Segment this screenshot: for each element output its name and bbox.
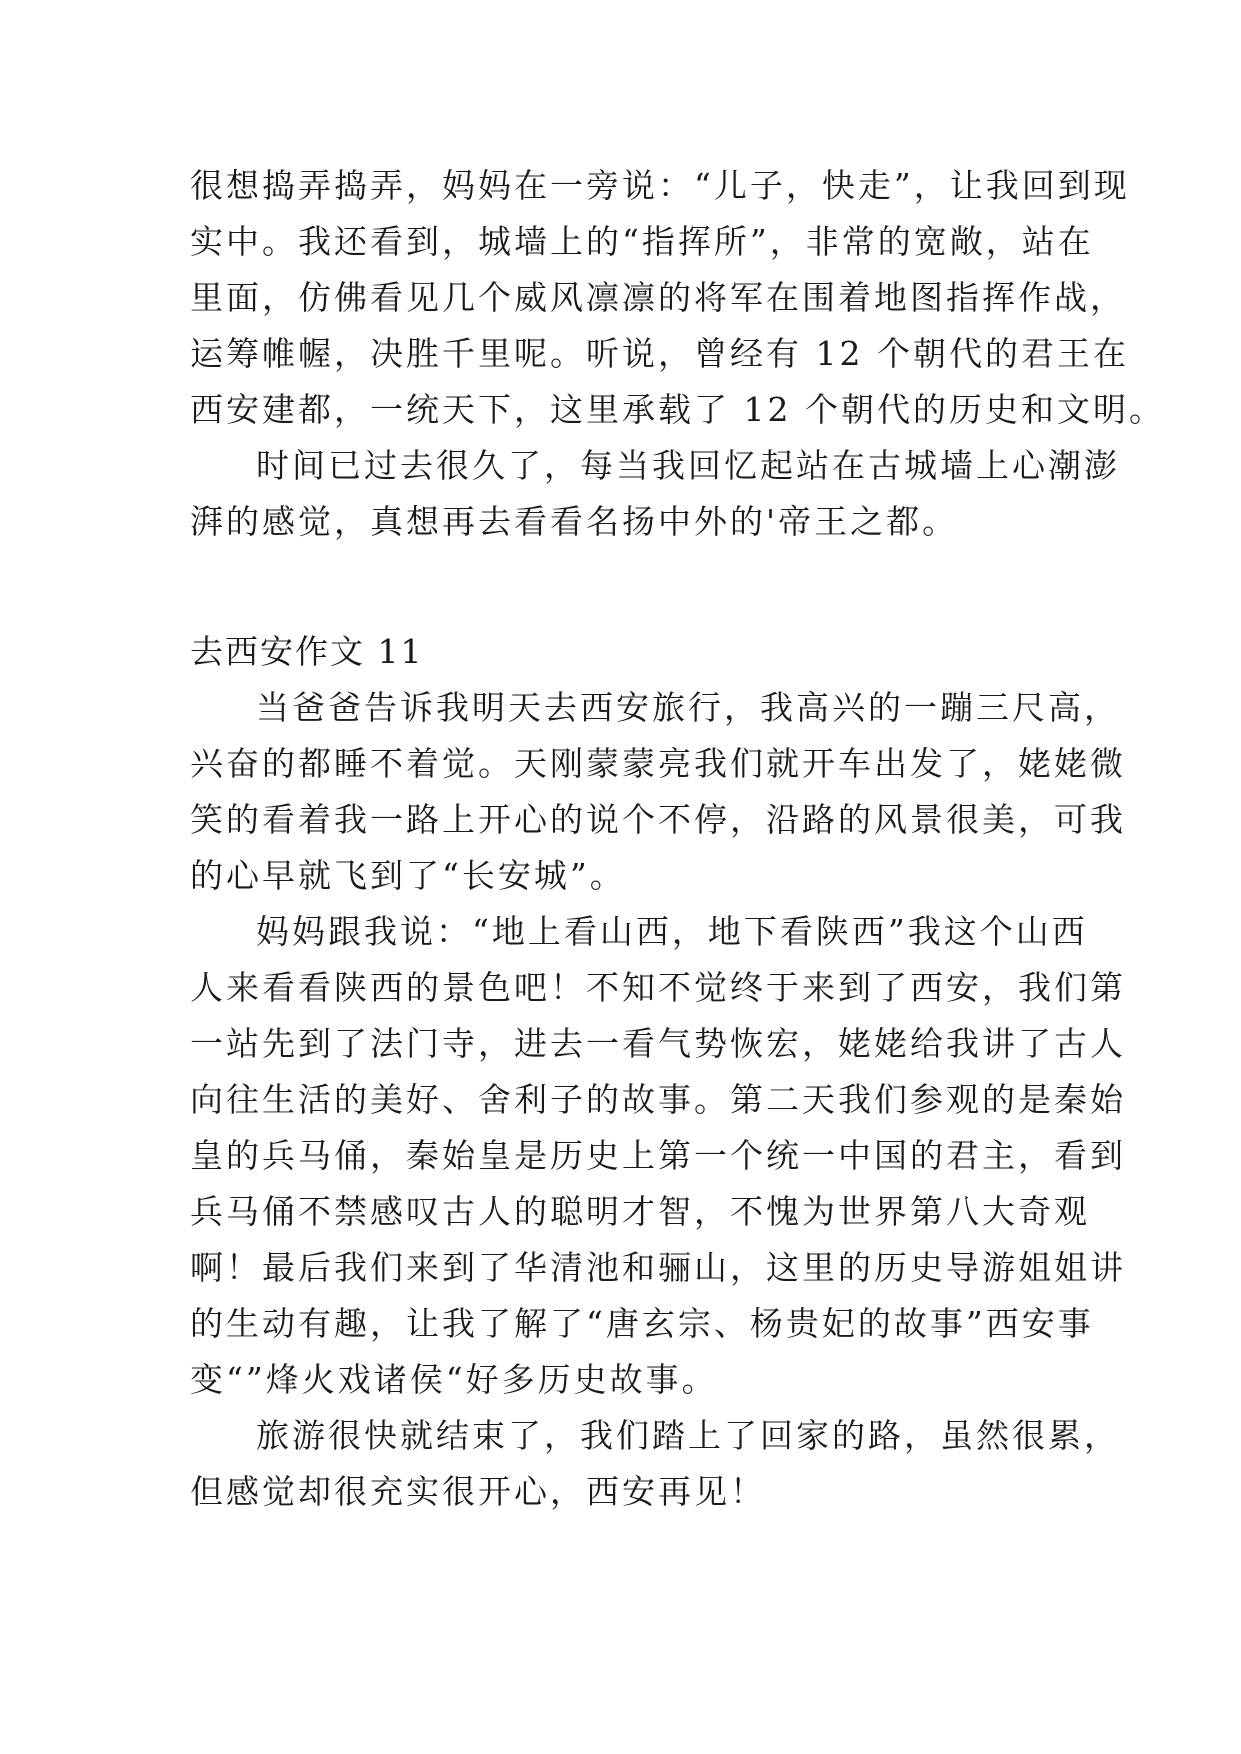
- paragraph-line: 啊！最后我们来到了华清池和骊山，这里的历史导游姐姐讲: [190, 1248, 1126, 1287]
- paragraph-line: 运筹帷幄，决胜千里呢。听说，曾经有 12 个朝代的君王在: [190, 334, 1129, 373]
- paragraph-line: 旅游很快就结束了，我们踏上了回家的路，虽然很累，: [256, 1416, 1120, 1455]
- paragraph-line: 里面，仿佛看见几个威风凛凛的将军在围着地图指挥作战，: [190, 278, 1126, 317]
- paragraph-line: 实中。我还看到，城墙上的“指挥所”，非常的宽敞，站在: [190, 222, 1094, 261]
- paragraph-line: 兴奋的都睡不着觉。天刚蒙蒙亮我们就开车出发了，姥姥微: [190, 744, 1126, 783]
- paragraph-line: 时间已过去很久了，每当我回忆起站在古城墙上心潮澎: [256, 446, 1120, 485]
- paragraph-line: 但感觉却很充实很开心，西安再见！: [190, 1472, 766, 1511]
- paragraph-line: 笑的看着我一路上开心的说个不停，沿路的风景很美，可我: [190, 800, 1126, 839]
- paragraph-line: 变“”烽火戏诸侯“好多历史故事。: [190, 1360, 718, 1399]
- paragraph-line: 皇的兵马俑，秦始皇是历史上第一个统一中国的君主，看到: [190, 1136, 1126, 1175]
- paragraph-line: 当爸爸告诉我明天去西安旅行，我高兴的一蹦三尺高，: [256, 688, 1120, 727]
- paragraph-line: 妈妈跟我说：“地上看山西，地下看陕西”我这个山西: [256, 912, 1088, 951]
- paragraph-line: 兵马俑不禁感叹古人的聪明才智，不愧为世界第八大奇观: [190, 1192, 1090, 1231]
- essay-heading: 去西安作文 11: [190, 632, 424, 671]
- paragraph-line: 西安建都，一统天下，这里承载了 12 个朝代的历史和文明。: [190, 390, 1165, 429]
- section-b-text: [190, 624, 1126, 1520]
- paragraph-line: 湃的感觉，真想再去看看名扬中外的'帝王之都。: [190, 502, 959, 541]
- paragraph-line: 一站先到了法门寺，进去一看气势恢宏，姥姥给我讲了古人: [190, 1024, 1126, 1063]
- paragraph-line: 向往生活的美好、舍利子的故事。第二天我们参观的是秦始: [190, 1080, 1126, 1119]
- paragraph-line: 人来看看陕西的景色吧！不知不觉终于来到了西安，我们第: [190, 968, 1126, 1007]
- paragraph-line: 很想捣弄捣弄，妈妈在一旁说：“儿子，快走”，让我回到现: [190, 166, 1130, 205]
- section-a-text: [190, 158, 1165, 550]
- paragraph-line: 的生动有趣，让我了解了“唐玄宗、杨贵妃的故事”西安事: [190, 1304, 1094, 1343]
- paragraph-line: 的心早就飞到了“长安城”。: [190, 856, 626, 895]
